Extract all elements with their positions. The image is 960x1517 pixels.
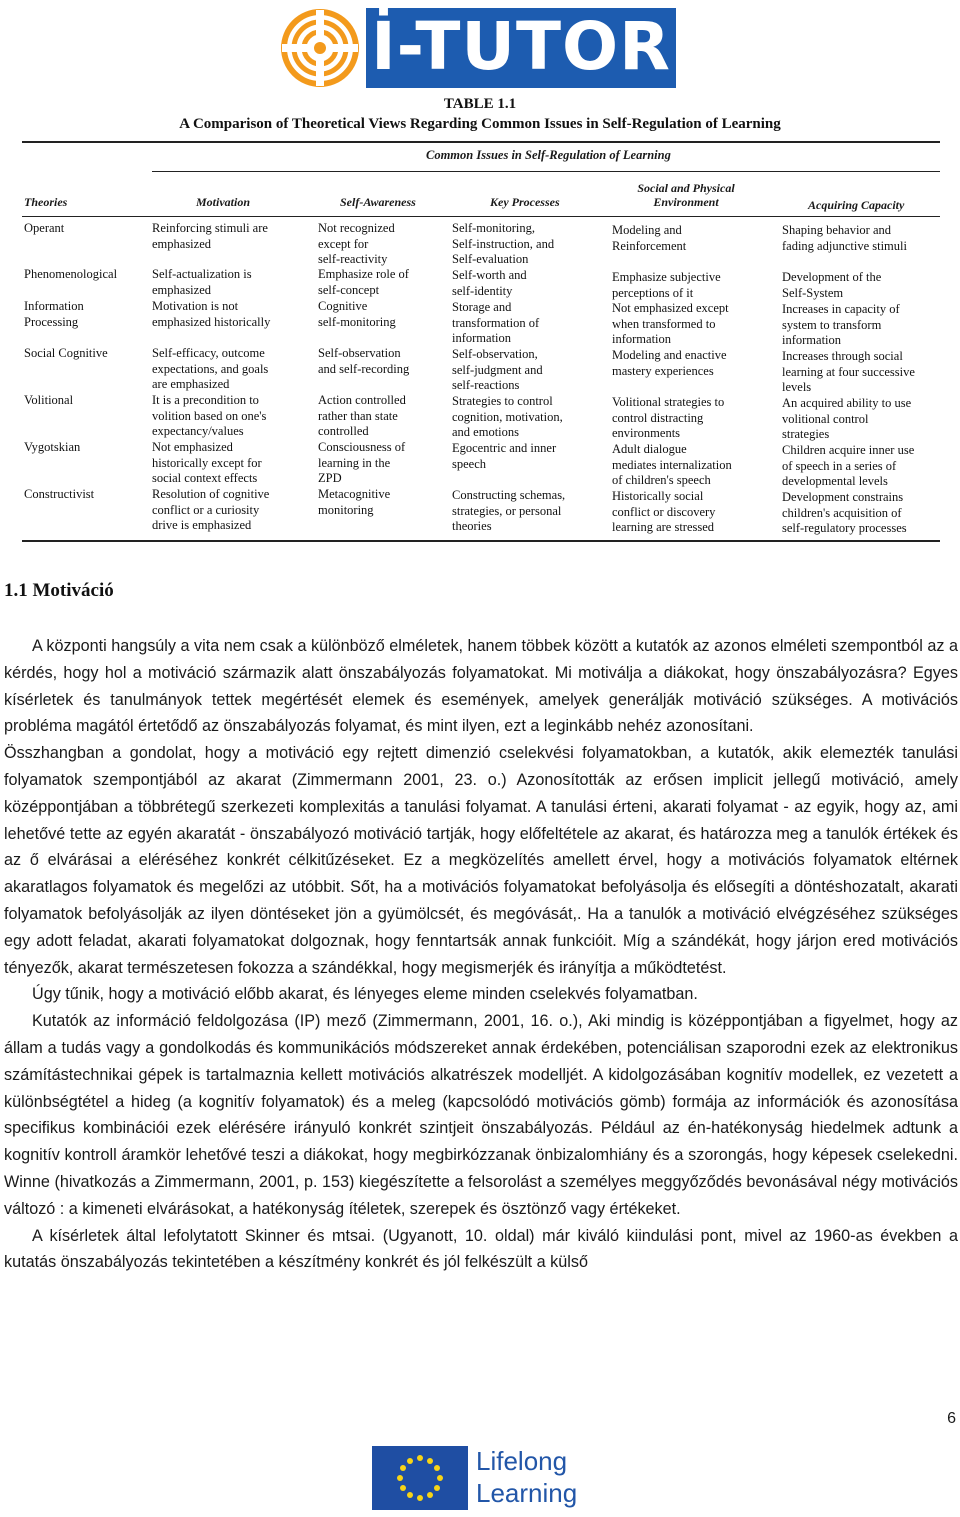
table-cell-awareness: Emphasize role of self-concept xyxy=(318,267,409,297)
table-cell-processes: Storage and transformation of information xyxy=(452,300,540,346)
table-cell-theory: Constructivist xyxy=(24,487,95,501)
table-cell-processes: Egocentric and inner speech xyxy=(452,441,557,471)
table-cell-capacity: Increases in capacity of system to transform information xyxy=(782,302,900,348)
table-cell-environment: Adult dialogue mediates internalization of children's speech xyxy=(612,442,732,488)
table-number: TABLE 1.1 xyxy=(443,96,517,112)
table-cell-environment: Modeling and Reinforcement xyxy=(612,223,687,253)
table-cell-motivation: Not emphasized historically except for social context effects xyxy=(152,440,262,486)
body-text xyxy=(4,633,958,1276)
page-number: 6 xyxy=(947,1410,956,1427)
i-tutor-logo xyxy=(280,4,680,88)
table-cell-capacity: Development constrains children's acquisition of self-regulatory processes xyxy=(782,490,907,536)
table-cell-awareness: Not recognized except for self-reactivity xyxy=(318,221,395,267)
header-theories: Theories xyxy=(24,195,68,209)
table-cell-theory: Social Cognitive xyxy=(24,346,108,360)
table-cell-processes: Self-observation, self-judgment and self-reactions xyxy=(452,347,543,393)
table-cell-environment: Historically social conflict or discovery learning are stressed xyxy=(612,489,716,535)
table-cell-environment: Emphasize subjective perceptions of it xyxy=(612,270,721,300)
logo-emblem-icon xyxy=(280,8,360,88)
table-cell-awareness: Cognitive self-monitoring xyxy=(318,299,396,329)
section-heading: 1.1 Motiváció xyxy=(4,580,114,601)
table-cell-motivation: Resolution of cognitive conflict or a curiosity drive is emphasized xyxy=(152,487,270,533)
header-motivation: Motivation xyxy=(196,195,251,209)
table-cell-processes: Self-monitoring, Self-instruction, and Self-evaluation xyxy=(452,221,555,267)
table-cell-awareness: Metacognitive monitoring xyxy=(318,487,391,517)
table-cell-motivation: Self-actualization is emphasized xyxy=(152,267,252,297)
paragraph: Kutatók az információ feldolgozása (IP) mező (Zimmermann, 2001, 16. o.), Aki mindig is középpontjában a figyelmet, hogy az állam a tudás vagy a gondolkodás és kommunikációs módszereket annak érdekében, potenciálisan szaporodni ezek az elektronikus számítástechnikai gépek is tartalmaznia kellett motivációs alkatrészek modelljét. A kidolgozásában kognitív modellek, ez vezetett a különbségtétel a hideg (a kognitív folyamatok) és a meleg (kapcsolódó motivációs gömb) formája az információk és azonosítása specifikus kombinációi ezek elérésére irányuló konkrét szintjeit önszabályozás. Például az én-hatékonyság hiedelmek adtunk a kognitív kontroll áramkör lehetővé teszi a diákokat, hogy megbirkózzanak önbizalomhiány és a szorongás, hogy képesek cselekedni. Winne (hivatkozás a Zimmermann, 2001, p. 153) kiegészítette a felsorolást a személyes meggyőződés bevonásával négy motivációs változó : a kimeneti elvárásokat, a hatékonyság ítéletek, szerepek és ösztönző vagy értékeket. xyxy=(4,1012,958,1218)
header-capacity: Acquiring Capacity xyxy=(808,198,905,212)
table-title: A Comparison of Theoretical Views Regarding Common Issues in Self-Regulation of Learning xyxy=(179,116,781,132)
paragraph: A központi hangsúly a vita nem csak a különböző elméletek, hanem többek között a kutatók az azonos elméleti szempontból az a kérdés, hogy hol a motiváció származik alatt önszabályozás folyamatokat. Mi motiválja a diákokat, hogy önszabályozásra? Egyes kísérletek és tanulmányok tettek megértését elemek és események, amelyek generálják motiváció szükséges. A motivációs probléma magától értetődő az önszabályozás folyamat, és mint ilyen, ezt a leginkább nehéz azonosítani. xyxy=(4,637,958,736)
table-cell-theory: Volitional xyxy=(24,393,74,407)
table-header-rule xyxy=(22,216,940,217)
table-cell-environment: Modeling and enactive mastery experiences xyxy=(612,348,727,378)
table-cell-environment: Volitional strategies to control distracting environments xyxy=(612,395,725,441)
eu-flag-icon xyxy=(372,1446,468,1510)
table-cell-processes: Self-worth and self-identity xyxy=(452,268,527,298)
table-cell-capacity: An acquired ability to use volitional control strategies xyxy=(782,396,912,442)
footer-line1: Lifelong xyxy=(476,1446,568,1476)
table-cell-awareness: Consciousness of learning in the ZPD xyxy=(318,440,406,486)
table-cell-processes: Strategies to control cognition, motivation, and emotions xyxy=(452,394,563,440)
table-cell-capacity: Shaping behavior and fading adjunctive stimuli xyxy=(782,223,907,253)
table-top-rule xyxy=(22,141,940,143)
paragraph: Összhangban a gondolat, hogy a motiváció egy rejtett dimenzió cselekvési folyamatokban, a kutatók, akik elemezték tanulási folyamatok szempontjából az akarat (Zimmermann 2001, 23. o.) Azonosították az erősen implicit jellegű motiváció, amely középpontjában a többrétegű szerkezeti komplexitás a tanulási folyamat. A tanulási érteni, akarati folyamat - az egyik, hogy az, ami lehetővé tette az egyén akaratát - önszabályozó motiváció tartják, hogy előfeltétele az akarat, és határozza meg a tanulók értékek és az ő elvárásai a eléréséhez konkrét célkitűzéseket. Ez a megközelítés amellett érvel, hogy a motivációs folyamatok eltérnek akaratlagos folyamatok és megelőzi az utóbbit. Sőt, ha a motivációs folyamatokat befolyásolja és elősegíti a döntéshozatalt, akarati folyamatok befolyásolják az ilyen döntéseket jön a gyümölcsét, és megóvását,. Ha a tanulók a motiváció elvégzéséhez szükséges egy adott feladat, akarati folyamatokat dolgoznak, hogy fenntartsák annak funkcióit. Míg a szándékát, hogy járjon ered motivációs tényezők, akarat természetesen fokozza a szándékkal, hogy megismerjék és irányítja a működtetést. xyxy=(4,744,958,977)
header-environment: Social and Physical Environment xyxy=(637,181,735,209)
table-cell-theory: Vygotskian xyxy=(24,440,81,454)
table-cell-processes: Constructing schemas, strategies, or personal theories xyxy=(452,488,566,534)
table-cell-motivation: Motivation is not emphasized historically xyxy=(152,299,271,329)
paragraph: A kísérletek által lefolytatott Skinner és mtsai. (Ugyanott, 10. oldal) már kiváló kiindulási pont, mivel az 1960-as években a kutatás önszabályozás tekintetében a készítmény konkrét és jól felkészült a külső xyxy=(4,1226,958,1272)
table-cell-awareness: Self-observation and self-recording xyxy=(318,346,410,376)
table-cell-theory: Information Processing xyxy=(24,299,84,329)
logo-text: İ-TUTOR xyxy=(371,8,671,85)
table-cell-awareness: Action controlled rather than state controlled xyxy=(318,393,406,439)
table-cell-theory: Phenomenological xyxy=(24,267,118,281)
footer-line2: Learning xyxy=(476,1478,578,1508)
table-cell-capacity: Development of the Self-System xyxy=(782,270,882,300)
common-issues-label: Common Issues in Self-Regulation of Learning xyxy=(426,148,671,162)
paragraph: Úgy tűnik, hogy a motiváció előbb akarat, és lényeges eleme minden cselekvés folyamatban. xyxy=(32,985,698,1004)
table-sub-rule xyxy=(152,171,940,172)
table-cell-theory: Operant xyxy=(24,221,65,235)
table-cell-capacity: Increases through social learning at four successive levels xyxy=(782,349,915,395)
table-cell-motivation: It is a precondition to volition based on one's expectancy/values xyxy=(152,393,267,439)
table-bottom-rule xyxy=(22,540,940,542)
header-self-awareness: Self-Awareness xyxy=(340,195,416,209)
lifelong-learning-logo xyxy=(372,1442,597,1514)
header-key-processes: Key Processes xyxy=(490,195,560,209)
table-cell-motivation: Self-efficacy, outcome expectations, and goals are emphasized xyxy=(152,346,269,392)
table-cell-motivation: Reinforcing stimuli are emphasized xyxy=(152,221,268,251)
table-cell-environment: Not emphasized except when transformed to information xyxy=(612,301,729,347)
table-cell-capacity: Children acquire inner use of speech in a series of developmental levels xyxy=(782,443,915,489)
